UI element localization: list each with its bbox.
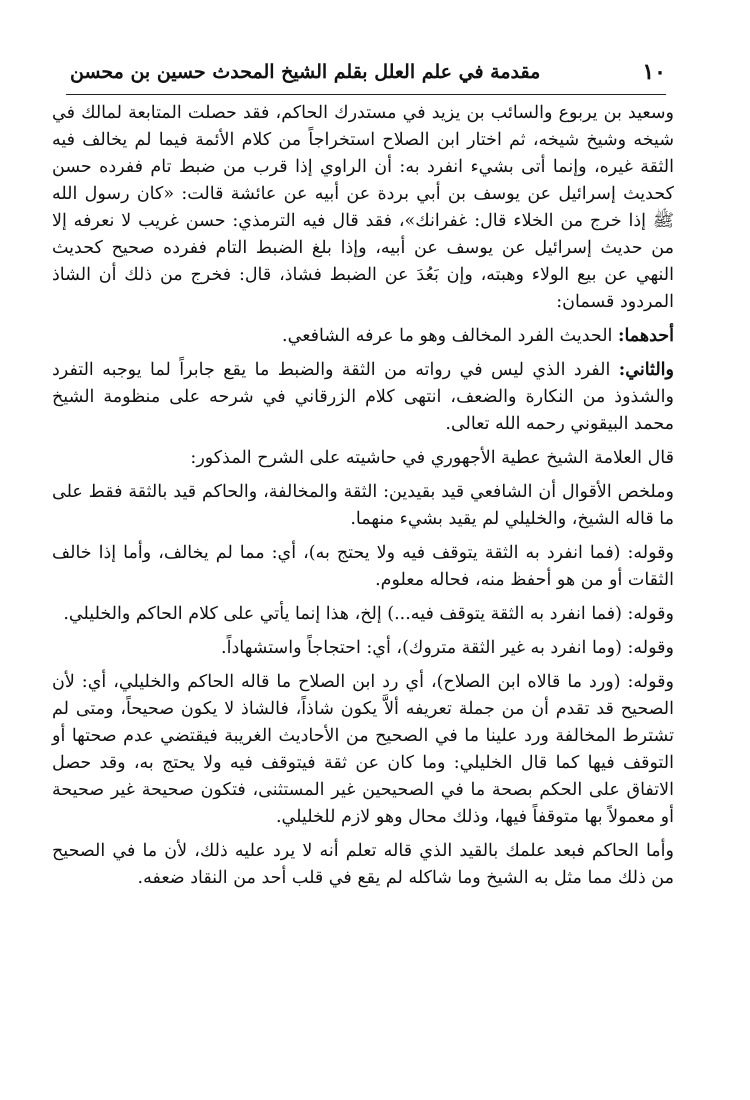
paragraph: وقوله: (فما انفرد به الثقة يتوقف فيه ولا يحتج به)، أي: مما لم يخالف، وأما إذا خالف الثقات أو من هو أحفظ منه، فحاله معلوم. (52, 543, 674, 590)
paragraph: وقوله: (ورد ما قالاه ابن الصلاح)، أي رد ابن الصلاح ما قاله الحاكم والخليلي، أي: لأن الصحيح قد تقدم أن من جملة تعريفه ألاَّ يكون شاذاً، فالشاذ لا يكون صحيحاً، ومتى لم تشترط المخالفة ورد علينا ما في الصحيح من الأحاديث الغريبة فيقتضي عدم صحتها أو التوقف فيها كما قال الخليلي: وما كان عن ثقة فيتوقف فيه ولا يحتج به، وقد حصل الاتفاق على الحكم بصحة ما في الصحيحين غير المستثنى، فتكون صحيحة غير صحيحة أو معمولاً بها متوقفاً فيها، وذلك محال وهو لازم للخليلي. (52, 672, 674, 827)
page-number: ١٠ (642, 59, 666, 85)
paragraph: قال العلامة الشيخ عطية الأجهوري في حاشيته على الشرح المذكور: (190, 448, 674, 468)
paragraph: وسعيد بن يربوع والسائب بن يزيد في مستدرك الحاكم، فقد حصلت المتابعة لمالك في شيخه وشيخ شيخه، ثم اختار ابن الصلاح استخراجاً من كلام الأئمة فيما لم يخالف فيه الثقة غيره، وإنما أتى بشيء انفرد به: أن الراوي إذا قرب من ضبط تام ففرده حسن كحديث إسرائيل عن يوسف بن أبي بردة عن أبيه عن عائشة قالت: «كان رسول الله ﷺ إذا خرج من الخلاء قال: غفرانك»، فقد قال فيه الترمذي: حسن غريب لا نعرفه إلا من حديث إسرائيل عن يوسف عن أبيه، وإذا بلغ الضبط التام ففرده صحيح كحديث النهي عن بيع الولاء وهبته، وإن بَعُدَ عن الضبط فشاذ، قال: فخرج من ذلك أن الشاذ المردود قسمان: (52, 103, 674, 312)
header-divider (66, 94, 666, 95)
paragraph-first-part (52, 323, 674, 350)
lead-word-first: أحدهما: (617, 326, 674, 346)
paragraph-text: الحديث الفرد المخالف وهو ما عرفه الشافعي. (282, 326, 613, 346)
paragraph-text: الفرد الذي ليس في رواته من الثقة والضبط ما يقع جابراً لما يوجبه التفرد والشذوذ من النكارة والضعف، انتهى كلام الزرقاني في شرحه على منظومة الشيخ محمد البيقوني رحمه الله تعالى. (52, 360, 674, 434)
page-header (70, 52, 666, 92)
body-text (52, 100, 674, 892)
paragraph: وقوله: (فما انفرد به الثقة يتوقف فيه...) إلخ، هذا إنما يأتي على كلام الحاكم والخليلي. (63, 604, 674, 624)
paragraph-second-part (52, 357, 674, 438)
running-title: مقدمة في علم العلل بقلم الشيخ المحدث حسين بن محسن (70, 60, 541, 83)
paragraph: وأما الحاكم فبعد علمك بالقيد الذي قاله تعلم أنه لا يرد عليه ذلك، لأن ما في الصحيح من ذلك مما مثل به الشيخ وما شاكله لم يقع في قلب أحد من النقاد ضعفه. (52, 841, 674, 888)
lead-word-second: والثاني: (618, 360, 674, 380)
paragraph: وقوله: (وما انفرد به غير الثقة متروك)، أي: احتجاجاً واستشهاداً. (221, 638, 674, 658)
paragraph: وملخص الأقوال أن الشافعي قيد بقيدين: الثقة والمخالفة، والحاكم قيد بالثقة فقط على ما قاله الشيخ، والخليلي لم يقيد بشيء منهما. (52, 482, 674, 529)
